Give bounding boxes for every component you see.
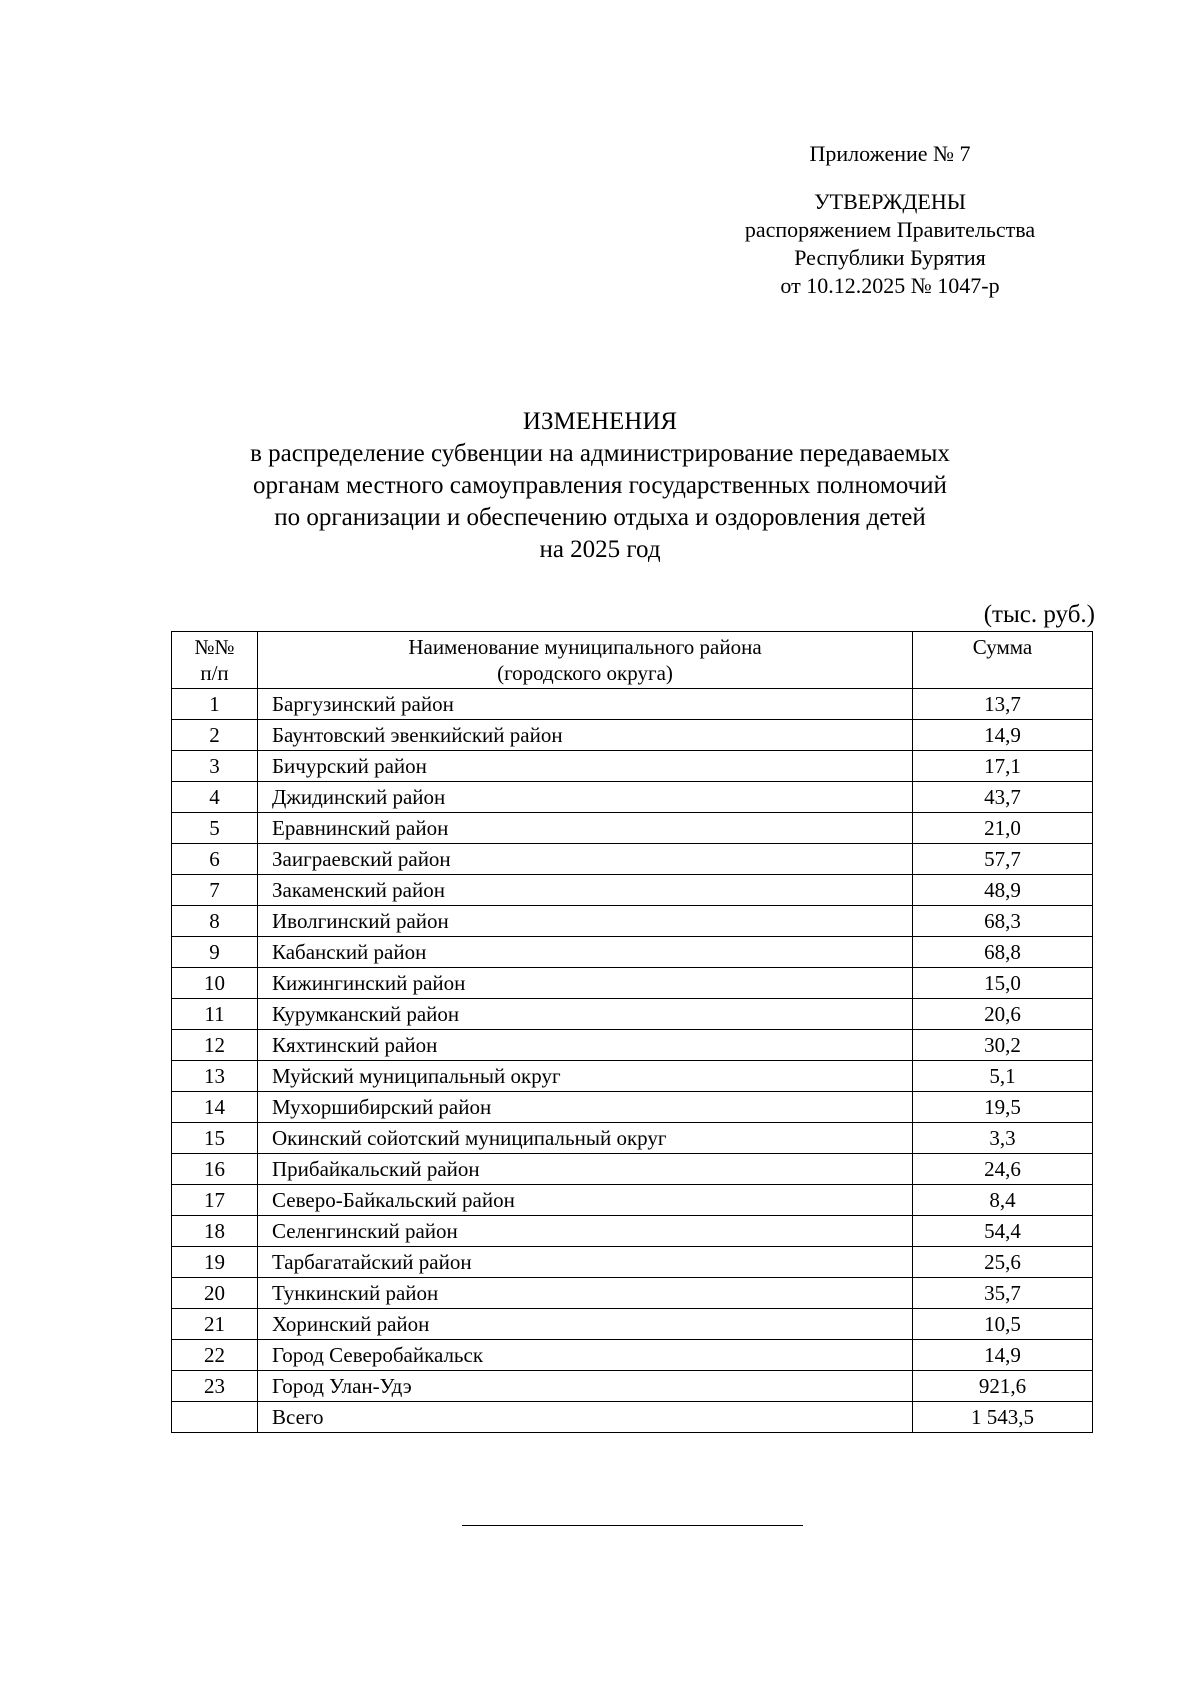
header-num-line-1: №№ [194,635,235,659]
table-row [172,999,1093,1030]
row-name: Баунтовский эвенкийский район [258,720,913,751]
row-name: Заиграевский район [258,844,913,875]
footer-divider [462,1525,803,1526]
row-name: Курумканский район [258,999,913,1030]
row-sum: 10,5 [913,1309,1093,1340]
table-row [172,1123,1093,1154]
row-sum: 43,7 [913,782,1093,813]
table-row [172,1185,1093,1216]
row-sum: 1 543,5 [913,1402,1093,1433]
row-sum: 68,3 [913,906,1093,937]
row-number: 7 [172,875,258,906]
table-header-row [172,632,1093,689]
approval-line-3: от 10.12.2025 № 1047-р [780,273,1000,298]
row-sum: 20,6 [913,999,1093,1030]
row-sum: 14,9 [913,720,1093,751]
row-number: 11 [172,999,258,1030]
header-sum: Сумма [913,632,1093,689]
row-sum: 54,4 [913,1216,1093,1247]
table-row [172,1030,1093,1061]
table-row [172,1340,1093,1371]
row-sum: 921,6 [913,1371,1093,1402]
approved-label: УТВЕРЖДЕНЫ [814,189,966,214]
row-number: 1 [172,689,258,720]
header-name-line-1: Наименование муниципального района [408,635,762,659]
row-sum: 5,1 [913,1061,1093,1092]
header-num [172,632,258,689]
row-name: Окинский сойотский муниципальный округ [258,1123,913,1154]
row-number: 23 [172,1371,258,1402]
row-number: 12 [172,1030,258,1061]
row-number: 16 [172,1154,258,1185]
table-row [172,968,1093,999]
row-sum: 25,6 [913,1247,1093,1278]
table-row [172,1061,1093,1092]
row-sum: 30,2 [913,1030,1093,1061]
row-sum: 19,5 [913,1092,1093,1123]
table-row [172,937,1093,968]
row-number: 20 [172,1278,258,1309]
table-row [172,906,1093,937]
row-name: Иволгинский район [258,906,913,937]
row-number: 9 [172,937,258,968]
table-row [172,1371,1093,1402]
row-name: Всего [258,1402,913,1433]
unit-label: (тыс. руб.) [983,601,1095,628]
row-number: 17 [172,1185,258,1216]
header-name [258,632,913,689]
row-name: Мухоршибирский район [258,1092,913,1123]
row-sum: 68,8 [913,937,1093,968]
table-row [172,813,1093,844]
table-row [172,1154,1093,1185]
document-title [150,406,1050,566]
row-name: Тункинский район [258,1278,913,1309]
row-sum: 14,9 [913,1340,1093,1371]
row-number: 21 [172,1309,258,1340]
row-sum: 17,1 [913,751,1093,782]
row-name: Селенгинский район [258,1216,913,1247]
table-row [172,844,1093,875]
row-name: Кабанский район [258,937,913,968]
title-line-2: органам местного самоуправления государственных полномочий [253,472,947,499]
row-sum: 57,7 [913,844,1093,875]
title-heading: ИЗМЕНЕНИЯ [522,408,678,435]
row-name: Тарбагатайский район [258,1247,913,1278]
table-row [172,1247,1093,1278]
distribution-table [171,631,1093,1433]
row-name: Муйский муниципальный округ [258,1061,913,1092]
row-sum: 35,7 [913,1278,1093,1309]
row-name: Город Северобайкальск [258,1340,913,1371]
row-name: Закаменский район [258,875,913,906]
row-name: Баргузинский район [258,689,913,720]
row-sum: 3,3 [913,1123,1093,1154]
row-number: 22 [172,1340,258,1371]
row-name: Хоринский район [258,1309,913,1340]
title-line-4: на 2025 год [539,536,661,563]
approval-line-1: распоряжением Правительства [744,217,1036,242]
row-number: 14 [172,1092,258,1123]
table-row [172,689,1093,720]
row-name: Джидинский район [258,782,913,813]
row-sum: 48,9 [913,875,1093,906]
row-sum: 24,6 [913,1154,1093,1185]
row-name: Бичурский район [258,751,913,782]
row-number [172,1402,258,1433]
row-sum: 15,0 [913,968,1093,999]
row-name: Кяхтинский район [258,1030,913,1061]
row-number: 4 [172,782,258,813]
total-row [172,1402,1093,1433]
table-row [172,1092,1093,1123]
row-name: Еравнинский район [258,813,913,844]
row-number: 13 [172,1061,258,1092]
table-row [172,1216,1093,1247]
approval-line-2: Республики Бурятия [794,245,986,270]
header-num-line-2: п/п [200,661,229,685]
appendix-number: Приложение № 7 [809,141,971,166]
row-sum: 21,0 [913,813,1093,844]
table-row [172,751,1093,782]
row-number: 10 [172,968,258,999]
header-name-line-2: (городского округа) [497,661,673,685]
row-number: 19 [172,1247,258,1278]
row-number: 5 [172,813,258,844]
title-line-3: по организации и обеспечению отдыха и оздоровления детей [274,504,926,531]
title-line-1: в распределение субвенции на администрирование передаваемых [250,440,950,467]
row-number: 2 [172,720,258,751]
row-name: Северо-Байкальский район [258,1185,913,1216]
row-number: 3 [172,751,258,782]
table-body [172,689,1093,1433]
table-row [172,875,1093,906]
row-name: Прибайкальский район [258,1154,913,1185]
row-name: Город Улан-Удэ [258,1371,913,1402]
row-number: 6 [172,844,258,875]
row-number: 8 [172,906,258,937]
row-name: Кижингинский район [258,968,913,999]
table-row [172,1309,1093,1340]
table-row [172,1278,1093,1309]
row-number: 18 [172,1216,258,1247]
approval-header [700,140,1080,300]
row-sum: 8,4 [913,1185,1093,1216]
row-sum: 13,7 [913,689,1093,720]
table-row [172,720,1093,751]
table-row [172,782,1093,813]
row-number: 15 [172,1123,258,1154]
